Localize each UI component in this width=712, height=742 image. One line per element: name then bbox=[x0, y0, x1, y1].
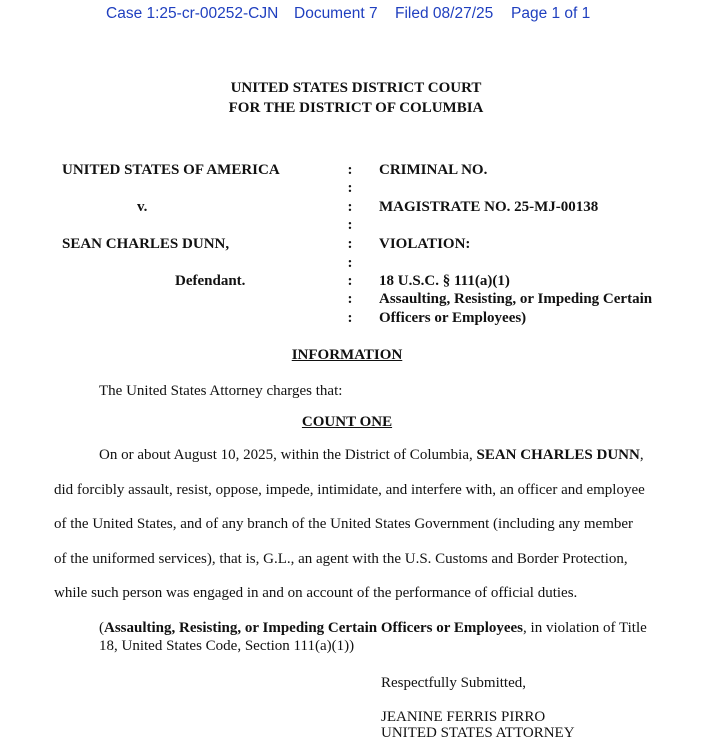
caption-colon: : bbox=[347, 162, 353, 178]
information-heading: INFORMATION bbox=[291, 347, 403, 363]
caption-colon: : bbox=[347, 310, 353, 326]
defendant-label: Defendant. bbox=[175, 273, 246, 289]
closing: Respectfully Submitted, bbox=[381, 675, 526, 691]
plaintiff: UNITED STATES OF AMERICA bbox=[62, 162, 280, 178]
defendant-name: SEAN CHARLES DUNN, bbox=[62, 236, 230, 252]
count-one-heading: COUNT ONE bbox=[301, 414, 393, 430]
page-number: Page 1 of 1 bbox=[511, 5, 591, 22]
caption-colon: : bbox=[347, 180, 353, 196]
magistrate-number: MAGISTRATE NO. 25-MJ-00138 bbox=[379, 199, 599, 215]
court-name-line1: UNITED STATES DISTRICT COURT bbox=[230, 80, 482, 96]
statute-description-line1: Assaulting, Resisting, or Impeding Certain bbox=[379, 291, 653, 307]
signatory-title: UNITED STATES ATTORNEY bbox=[381, 725, 575, 741]
citation-line2: 18, United States Code, Section 111(a)(1)) bbox=[99, 638, 355, 654]
filed-date: Filed 08/27/25 bbox=[395, 5, 494, 22]
citation-line1 bbox=[99, 620, 647, 637]
intro-text: The United States Attorney charges that: bbox=[99, 383, 343, 399]
case-number: Case 1:25-cr-00252-CJN bbox=[106, 5, 279, 22]
citation-open: ( bbox=[99, 620, 104, 636]
caption-colon: : bbox=[347, 273, 353, 289]
statute-citation: 18 U.S.C. § 111(a)(1) bbox=[379, 273, 510, 289]
statute-description-line2: Officers or Employees) bbox=[379, 310, 527, 326]
paragraph-line1 bbox=[99, 447, 644, 464]
signatory-name: JEANINE FERRIS PIRRO bbox=[381, 709, 546, 725]
paragraph-line4: of the uniformed services), that is, G.L., an agent with the U.S. Customs and Border Protection, bbox=[54, 551, 628, 567]
paragraph-line5: while such person was engaged in and on account of the performance of official duties. bbox=[54, 585, 578, 601]
criminal-number: CRIMINAL NO. bbox=[379, 162, 488, 178]
document-number: Document 7 bbox=[294, 5, 378, 22]
caption-colon: : bbox=[347, 255, 353, 271]
versus: v. bbox=[137, 199, 148, 215]
caption-colon: : bbox=[347, 217, 353, 233]
caption-colon: : bbox=[347, 291, 353, 307]
defendant-name-inline: SEAN CHARLES DUNN bbox=[476, 447, 640, 463]
paragraph-text: On or about August 10, 2025, within the District of Columbia, bbox=[99, 447, 477, 463]
paragraph-line3: of the United States, and of any branch of the United States Government (including any member bbox=[54, 516, 634, 532]
caption-colon: : bbox=[347, 236, 353, 252]
paragraph-line2: did forcibly assault, resist, oppose, impede, intimidate, and interfere with, an officer and employee bbox=[54, 482, 645, 498]
violation-label: VIOLATION: bbox=[379, 236, 471, 252]
citation-rest: , in violation of Title bbox=[523, 620, 647, 636]
caption-colon: : bbox=[347, 199, 353, 215]
paragraph-text: , bbox=[639, 447, 644, 463]
citation-offense: Assaulting, Resisting, or Impeding Certain Officers or Employees bbox=[104, 620, 524, 636]
court-name-line2: FOR THE DISTRICT OF COLUMBIA bbox=[228, 100, 484, 116]
